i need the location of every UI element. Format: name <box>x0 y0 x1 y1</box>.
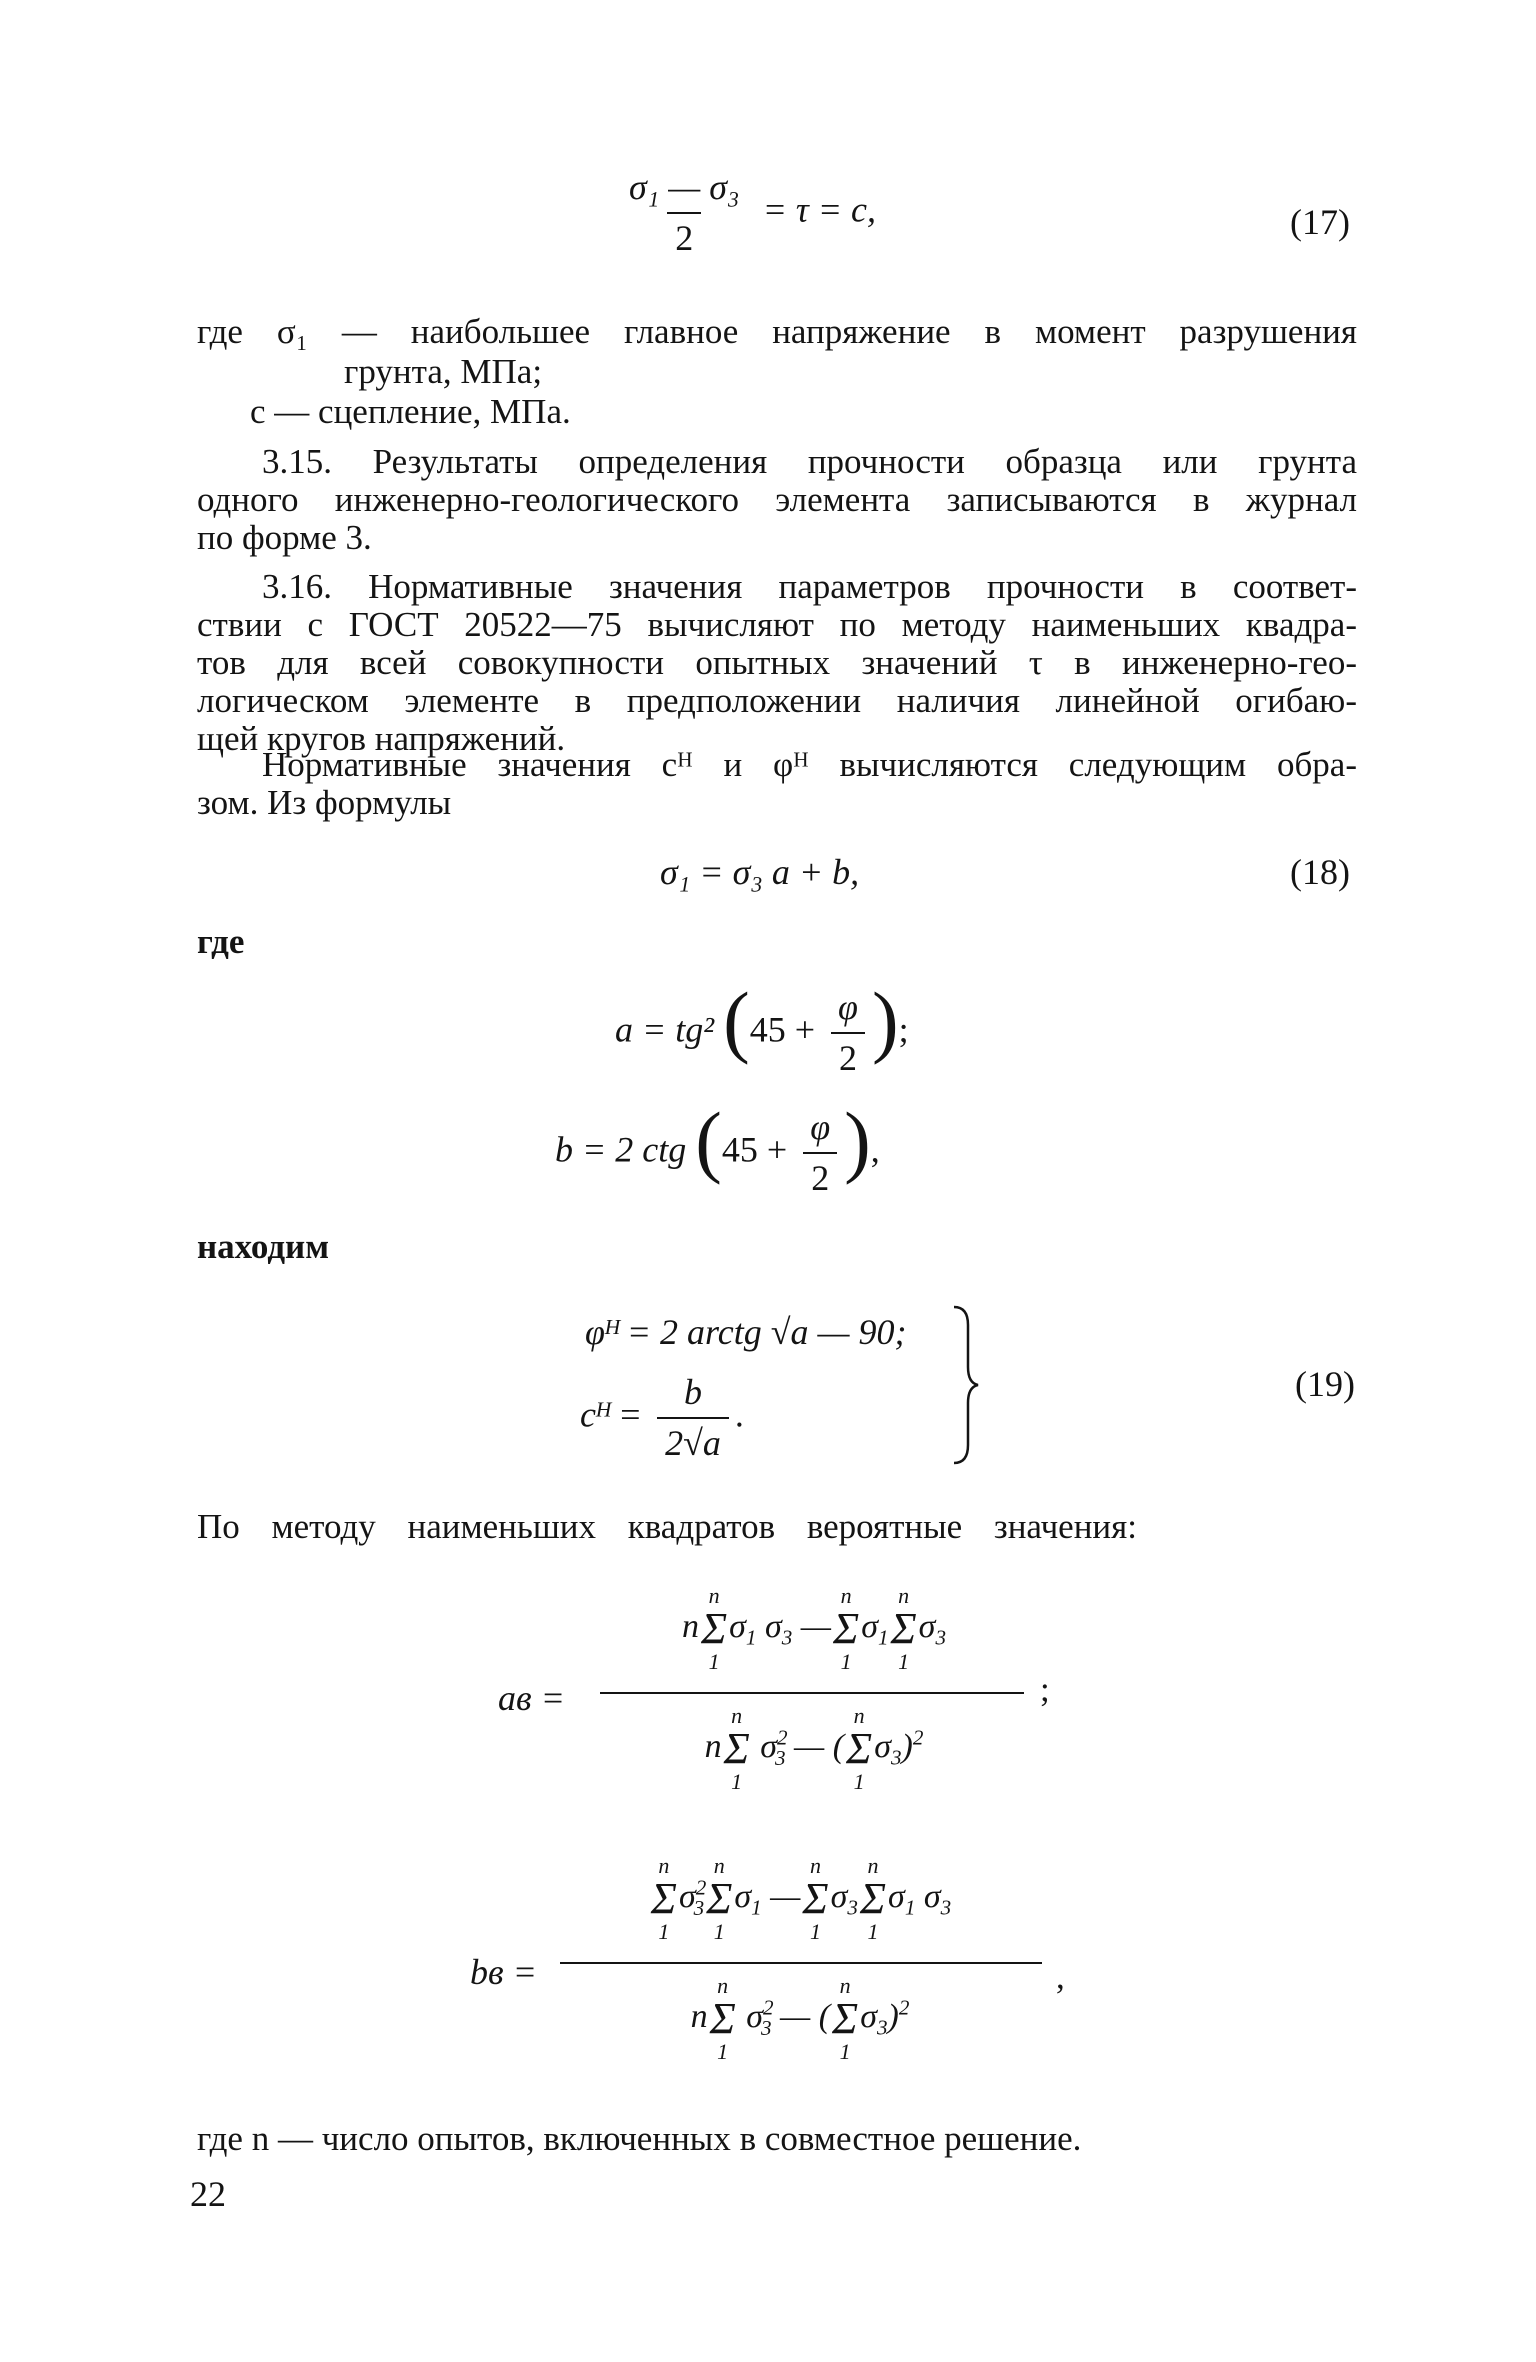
sum-sigma: Σ <box>890 1604 917 1653</box>
sum-sigma: Σ <box>832 1994 859 2043</box>
eq-b-end: , <box>870 1129 880 1170</box>
sum-sign <box>710 1975 736 2063</box>
sum-sigma: Σ <box>709 1994 736 2043</box>
eq19-c-end: . <box>734 1394 744 1435</box>
eq-b-num: φ <box>810 1107 831 1147</box>
sum-lower: 1 <box>898 1649 910 1674</box>
sum-upper: n <box>658 1853 670 1878</box>
sum-upper: n <box>867 1853 879 1878</box>
sum-sigma: Σ <box>802 1874 829 1923</box>
label-nakhodim: находим <box>197 1227 330 1266</box>
eq-b-lhs: b = 2 ctg <box>555 1129 687 1170</box>
sum-upper: n <box>717 1973 729 1998</box>
sum-sign <box>706 1855 732 1943</box>
where-sigma1-cont: грунта, МПа; <box>344 352 543 391</box>
eq19-c-lhs: cᴴ = <box>580 1394 643 1435</box>
eq-a-end: ; <box>898 1009 909 1050</box>
eq-av-denominator: n n Σ 1 $\sigma^2_3$ — ( n Σ 1 $\sigma_3)^2$ <box>704 1703 924 1794</box>
sum-sigma: Σ <box>846 1724 873 1773</box>
sum-sigma: Σ <box>650 1874 677 1923</box>
sum-sign <box>846 1705 872 1793</box>
eq-a-fraction <box>830 985 866 1081</box>
p316-line-4: логическом элементе в предположении наличия линейной огибаю- <box>197 681 1357 720</box>
eq-av-numerator: n n Σ 1 $\sigma_1$ $\sigma_3$ — n Σ 1 $\sigma_1$ n Σ 1 $\sigma_3$ <box>681 1583 946 1674</box>
sum-upper: n <box>713 1853 725 1878</box>
sum-sigma: Σ <box>723 1724 750 1773</box>
eq-a-den: 2 <box>831 1032 865 1081</box>
sum-sign <box>651 1855 677 1943</box>
eq-a-inner: 45 + <box>749 1009 816 1050</box>
eq19-c-num: b <box>684 1372 702 1412</box>
sum-sigma: Σ <box>859 1874 887 1923</box>
sum-sign <box>802 1855 828 1943</box>
sum-lower: 1 <box>708 1649 720 1674</box>
sum-lower: 1 <box>713 1919 725 1944</box>
eq-a-rparen: ) <box>871 977 899 1066</box>
sum-lower: 1 <box>717 2039 729 2064</box>
sum-lower: 1 <box>867 1919 879 1944</box>
p316-line-2: ствии с ГОСТ 20522—75 вычисляют по методу наименьших квадра- <box>197 605 1357 644</box>
page-number: 22 <box>190 2174 226 2214</box>
sum-upper: n <box>840 1583 852 1608</box>
p316-line-3: тов для всей совокупности опытных значений τ в инженерно-гео- <box>197 643 1357 682</box>
eq-bv-lhs: bв = <box>470 1952 537 1992</box>
sum-sign <box>833 1585 859 1673</box>
eq17-number: (17) <box>1290 202 1350 242</box>
sum-sign <box>832 1975 858 2063</box>
sum-upper: n <box>839 1973 851 1998</box>
equation-17 <box>615 165 876 261</box>
p315-line-1: 3.15. Результаты определения прочности образца или грунта <box>262 442 1357 481</box>
eq-b-fraction <box>802 1105 838 1201</box>
footnote-n-definition: где n — число опытов, включенных в совместное решение. <box>197 2119 1082 2158</box>
sum-sign <box>724 1705 750 1793</box>
sum-sign <box>701 1585 727 1673</box>
eq-a-lhs: a = tg² <box>615 1009 715 1050</box>
eq17-rhs: = τ = c, <box>762 189 877 230</box>
eq-a-num: φ <box>838 987 858 1027</box>
eq-b-inner: 45 + <box>721 1129 788 1170</box>
sum-sign <box>860 1855 886 1943</box>
p316-line-1: 3.16. Нормативные значения параметров прочности в соответ- <box>262 567 1357 606</box>
sum-sigma: Σ <box>706 1874 733 1923</box>
eq19-brace <box>950 1305 980 1465</box>
p315-line-2: одного инженерно-геологического элемента записываются в журнал <box>197 480 1357 519</box>
eq17-numerator: σ₁ — σ₃ <box>629 167 740 207</box>
eq19-line-1: φᴴ = 2 arctg √a — 90; <box>585 1312 907 1352</box>
eq19-number: (19) <box>1295 1364 1355 1404</box>
eq18-number: (18) <box>1290 852 1350 892</box>
eq17-fraction <box>621 165 748 261</box>
sum-upper: n <box>731 1703 743 1728</box>
sum-upper: n <box>809 1853 821 1878</box>
sum-lower: 1 <box>839 2039 851 2064</box>
eq17-denominator: 2 <box>667 212 701 261</box>
where-c-definition: c — сцепление, МПа. <box>250 392 571 431</box>
sum-lower: 1 <box>731 1769 743 1794</box>
sum-lower: 1 <box>840 1649 852 1674</box>
sum-upper: n <box>708 1583 720 1608</box>
sum-upper: n <box>853 1703 865 1728</box>
pnorm-line-1: Нормативные значения cᴴ и φᴴ вычисляются следующим обра- <box>262 745 1357 784</box>
eq-bv-denominator: n n Σ 1 $\sigma^2_3$ — ( n Σ 1 $\sigma_3)^2$ <box>690 1973 910 2064</box>
label-gde: где <box>197 922 245 961</box>
eq-av-lhs: aв = <box>498 1678 565 1718</box>
lsq-intro: По методу наименьших квадратов вероятные значения: <box>197 1507 1137 1546</box>
equation-a <box>615 977 909 1081</box>
sum-sigma: Σ <box>700 1604 728 1653</box>
equation-18: σ₁ = σ₃ a + b, <box>660 852 860 892</box>
p316-line-5: щей кругов напряжений. <box>197 719 566 758</box>
eq-av-end: ; <box>1040 1670 1050 1709</box>
eq-a-lparen: ( <box>723 977 750 1066</box>
sum-upper: n <box>898 1583 910 1608</box>
eq-bv-fraction-bar <box>560 1962 1042 1964</box>
eq19-line-2 <box>580 1370 744 1466</box>
sum-lower: 1 <box>809 1919 821 1944</box>
eq19-c-den: 2√a <box>657 1417 729 1466</box>
sum-sigma: Σ <box>833 1604 860 1653</box>
eq-b-lparen: ( <box>695 1097 722 1186</box>
pnorm-line-2: зом. Из формулы <box>197 783 452 822</box>
eq-b-den: 2 <box>803 1152 837 1201</box>
eq-bv-numerator: n Σ 1 $\sigma^2_3$ n Σ 1 $\sigma_1$ — n Σ 1 $\sigma_3$ n Σ 1 $\sigma_1$ $\sigma_3$ <box>650 1853 952 1944</box>
eq-av-fraction-bar <box>600 1692 1024 1694</box>
where-sigma1-line: где σ₁ — наибольшее главное напряжение в момент разрушения <box>197 312 1357 351</box>
equation-b <box>555 1097 880 1201</box>
sum-lower: 1 <box>853 1769 865 1794</box>
eq-b-rparen: ) <box>844 1097 871 1186</box>
eq19-c-fraction <box>657 1370 729 1466</box>
p315-line-3: по форме 3. <box>197 518 372 557</box>
eq-bv-end: , <box>1056 1957 1065 1996</box>
sum-lower: 1 <box>658 1919 670 1944</box>
sum-sign <box>891 1585 917 1673</box>
